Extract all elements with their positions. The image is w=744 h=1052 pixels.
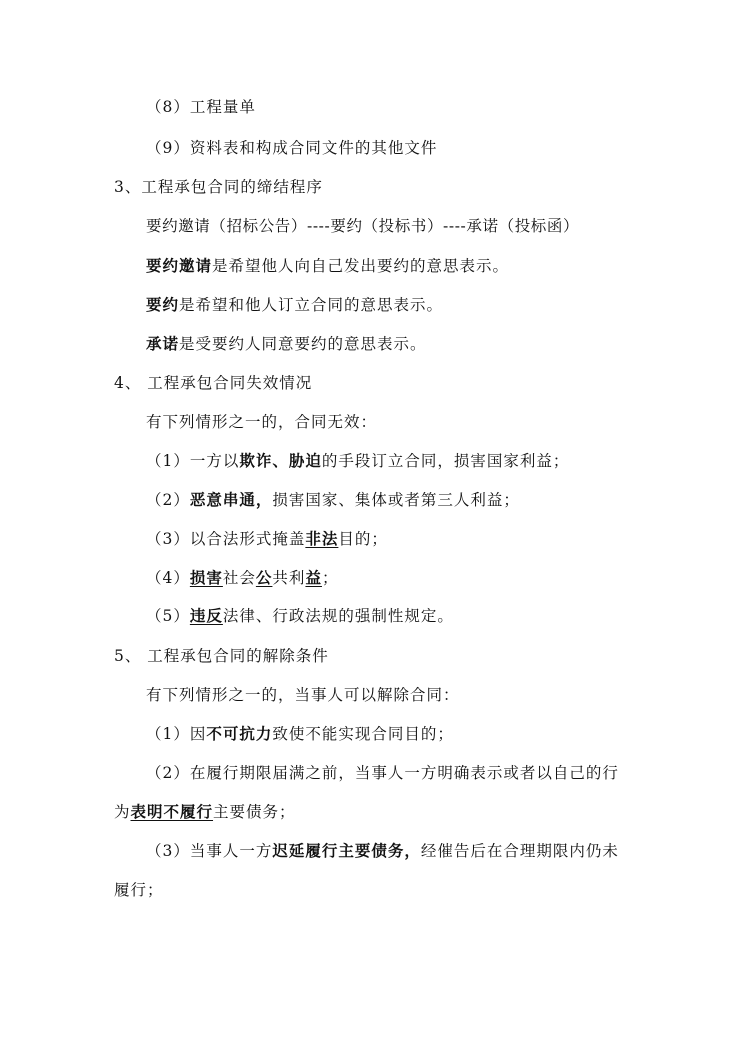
definition-offer: 要约是希望和他人订立合同的意思表示。: [146, 295, 444, 314]
termination-item-2-line2: 为表明不履行主要债务；: [114, 802, 296, 821]
invalid-item-5: （5）违反法律、行政法规的强制性规定。: [146, 606, 454, 625]
invalid-item-1: （1）一方以欺诈、胁迫的手段订立合同，损害国家利益；: [146, 451, 570, 470]
definition-acceptance: 承诺是受要约人同意要约的意思表示。: [146, 334, 427, 353]
invalid-item-4: （4）损害社会公共利益；: [146, 568, 339, 587]
definition-offer-invitation: 要约邀请是希望他人向自己发出要约的意思表示。: [146, 256, 510, 275]
intro-invalid: 有下列情形之一的，合同无效：: [146, 413, 378, 431]
procedure-flow: 要约邀请（招标公告）----要约（投标书）----承诺（投标函）: [146, 217, 580, 235]
section-heading-3: 3、工程承包合同的缔结程序: [114, 178, 323, 196]
termination-item-3-line2: 履行；: [114, 881, 164, 899]
invalid-item-2: （2）恶意串通，损害国家、集体或者第三人利益；: [146, 490, 520, 509]
termination-item-3-line1: （3）当事人一方迟延履行主要债务，经催告后在合理期限内仍未: [146, 841, 619, 860]
intro-termination: 有下列情形之一的，当事人可以解除合同：: [146, 686, 460, 704]
section-heading-4: 4、 工程承包合同失效情况: [114, 374, 313, 392]
list-item-9: （9）资料表和构成合同文件的其他文件: [146, 139, 438, 157]
invalid-item-3: （3）以合法形式掩盖非法目的；: [146, 529, 388, 548]
termination-item-2-line1: （2）在履行期限届满之前，当事人一方明确表示或者以自己的行: [146, 764, 619, 782]
section-heading-5: 5、 工程承包合同的解除条件: [114, 647, 329, 665]
list-item-8: （8）工程量单: [146, 98, 256, 116]
termination-item-1: （1）因不可抗力致使不能实现合同目的；: [146, 724, 454, 743]
